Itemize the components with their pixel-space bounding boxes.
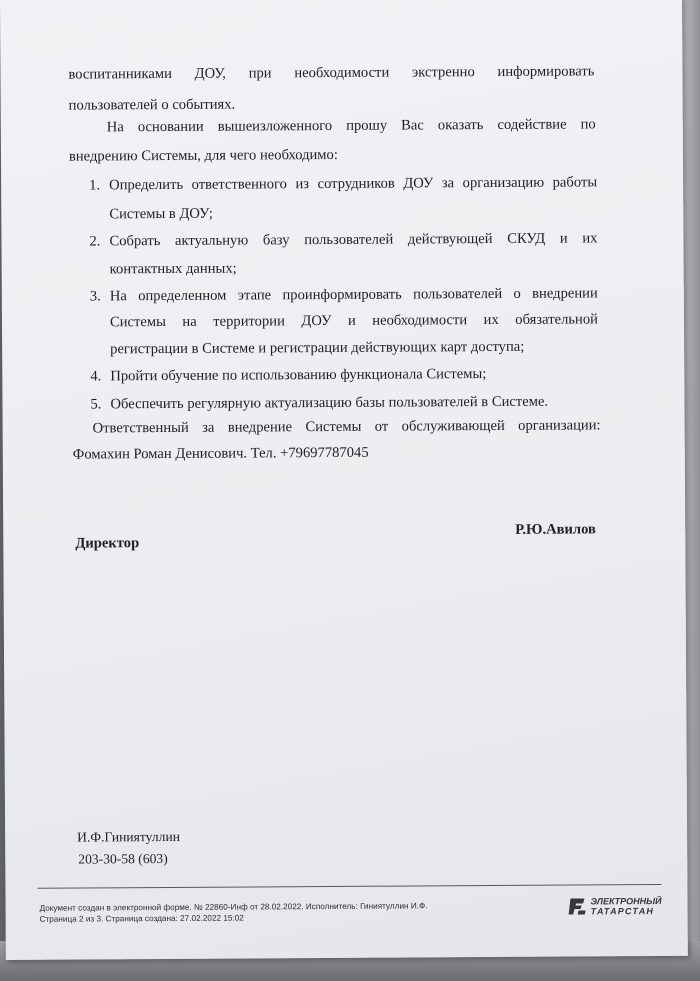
- footer-divider: [37, 884, 661, 889]
- word: необходимости: [294, 64, 390, 82]
- word: их: [582, 230, 598, 247]
- word: Собрать: [109, 233, 161, 250]
- word: при: [248, 65, 272, 82]
- word: На: [106, 119, 124, 136]
- list-item-3-line-3: регистрации в Системе и регистрации действующих карт доступа;: [110, 338, 525, 358]
- word: базу: [262, 232, 290, 249]
- word: Системы: [109, 313, 166, 331]
- word: сотрудников: [317, 175, 395, 193]
- word: ДОУ: [403, 175, 434, 192]
- word: Ответственный: [92, 419, 189, 437]
- word: обязательной: [515, 311, 598, 328]
- word: из: [295, 176, 310, 193]
- footer-line-1: Документ создан в электронной форме. № 22860-Инф от 28.02.2022. Исполнитель: Гиниятуллин И.Ф.: [39, 901, 428, 913]
- word: о: [513, 285, 521, 302]
- list-number-5: 5.: [90, 396, 102, 413]
- word: определенном: [138, 287, 227, 305]
- word: проинформировать: [282, 286, 402, 304]
- word: вышеизложенного: [217, 117, 333, 135]
- list-item-3-line-2: [110, 309, 598, 332]
- word: и: [347, 312, 356, 329]
- word: оказать: [437, 117, 484, 134]
- word: их: [483, 311, 499, 329]
- list-item-2-line-1: [109, 228, 597, 251]
- executor-name: И.Ф.Гиниятуллин: [77, 828, 181, 845]
- word: внедрении: [532, 285, 598, 302]
- word: экстренно: [411, 64, 475, 81]
- word: основании: [137, 118, 204, 136]
- word: актуальную: [174, 232, 249, 249]
- word: по: [580, 116, 596, 133]
- word: за: [202, 419, 215, 436]
- word: содействие: [497, 116, 567, 133]
- word: обслуживающей: [401, 417, 505, 435]
- word: необходимости: [372, 312, 468, 329]
- word: организацию: [462, 174, 545, 192]
- word: информировать: [497, 63, 595, 80]
- logo-text-line-2: ТАТАРСТАН: [590, 906, 655, 917]
- logo-text-line-1: ЭЛЕКТРОННЫЙ: [590, 895, 662, 907]
- word: СКУД: [507, 230, 546, 247]
- word: Вас: [401, 117, 424, 134]
- list-number-4: 4.: [90, 368, 102, 385]
- word: действующей: [407, 230, 493, 248]
- word: ДОУ: [301, 312, 332, 330]
- list-item-4-line-1: Пройти обучение по использованию функционала Системы;: [110, 366, 487, 385]
- list-item-5-line-1: Обеспечить регулярную актуализацию базы пользователей в Системе.: [110, 393, 549, 413]
- executor-phone: 203-30-58 (603): [78, 850, 168, 867]
- list-item-3-line-1: [110, 283, 598, 306]
- list-item-2-line-2: контактных данных;: [109, 260, 237, 278]
- word: Системы: [305, 418, 362, 436]
- word: прошу: [346, 117, 388, 134]
- word: внедрение: [227, 419, 293, 436]
- word: этапе: [237, 287, 272, 304]
- electronic-tatarstan-logo-icon: [567, 896, 587, 916]
- list-item-1-line-2: Системы в ДОУ;: [109, 205, 213, 223]
- word: организации:: [518, 417, 601, 434]
- word: На: [109, 288, 127, 305]
- word: территории: [213, 313, 285, 330]
- request-line-2: внедрению Системы, для чего необходимо:: [68, 146, 338, 165]
- word: пользователей: [413, 285, 503, 303]
- responsible-line-1: [93, 415, 601, 438]
- word: Определить: [109, 176, 184, 194]
- word: и: [559, 230, 568, 247]
- word: работы: [552, 174, 598, 191]
- list-number-1: 1.: [89, 177, 101, 194]
- footer-line-2: Страница 2 из 3. Страница создана: 27.02.2022 15:02: [39, 913, 244, 924]
- request-line-1: [107, 114, 596, 137]
- word: ДОУ,: [194, 65, 226, 82]
- word: от: [374, 418, 389, 435]
- word: пользователей: [304, 231, 394, 249]
- intro-line-2: пользователей о событиях.: [68, 96, 236, 114]
- responsible-line-2: Фомахин Роман Денисович. Тел. +79697787045: [72, 444, 369, 463]
- word: воспитанниками: [68, 65, 172, 83]
- list-number-3: 3.: [89, 288, 101, 305]
- signature-position: Директор: [75, 535, 140, 552]
- word: за: [441, 175, 455, 192]
- list-item-1-line-1: [109, 172, 597, 195]
- list-number-2: 2.: [89, 233, 101, 250]
- electronic-tatarstan-logo: [567, 893, 662, 920]
- intro-line-1: [68, 61, 594, 84]
- word: на: [182, 313, 197, 330]
- signature-name: Р.Ю.Авилов: [515, 521, 596, 538]
- word: ответственного: [191, 176, 287, 193]
